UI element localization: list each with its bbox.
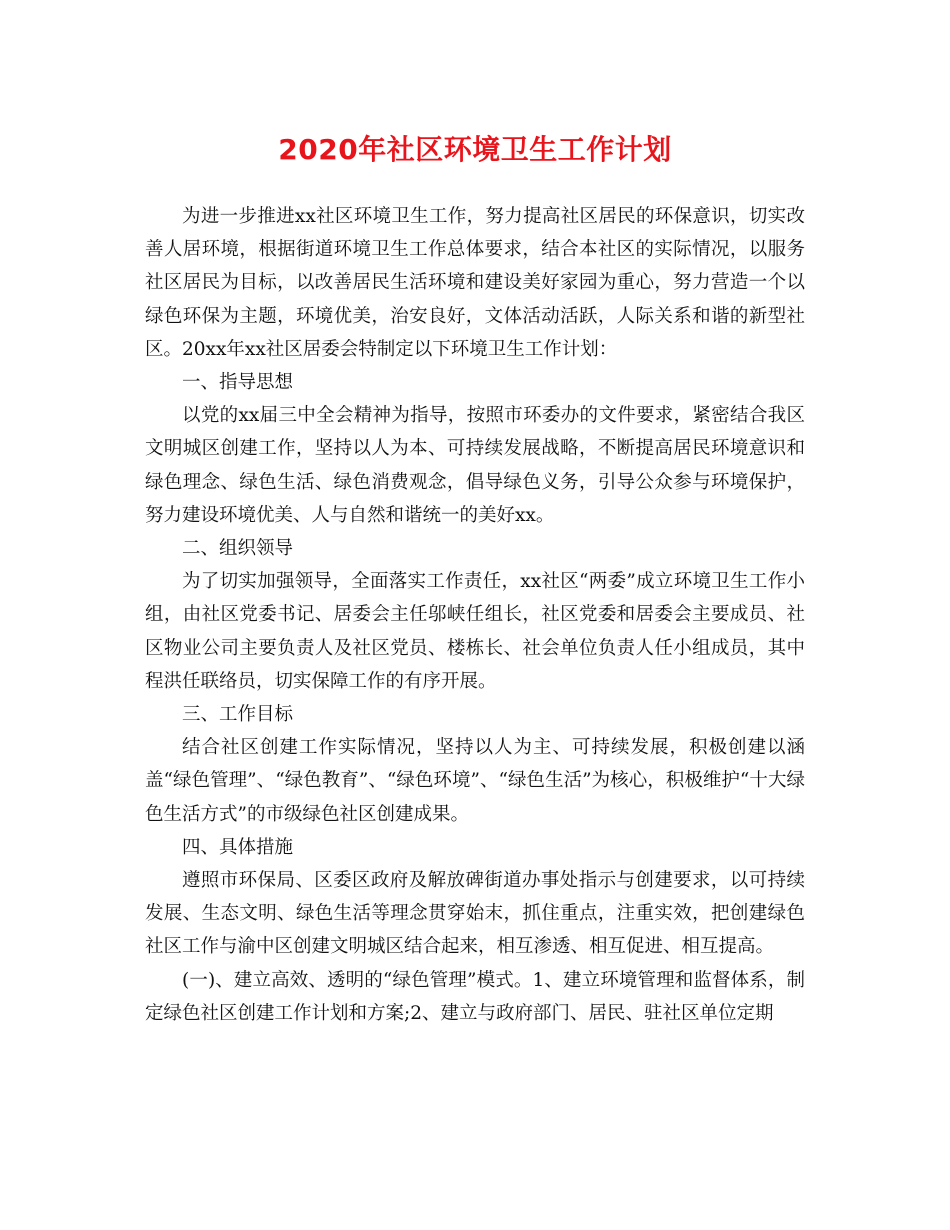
paragraph-intro: 为进一步推进xx社区环境卫生工作，努力提高社区居民的环保意识，切实改善人居环境，根据街道环境卫生工作总体要求，结合本社区的实际情况，以服务社区居民为目标，以改善居民生活环境和建设美好家园为重心，努力营造一个以绿色环保为主题，环境优美，治安良好，文体活动活跃，人际关系和谐的新型社区。20xx年xx社区居委会特制定以下环境卫生工作计划： — [145, 206, 805, 360]
section-heading-measures: 四、具体措施 — [182, 836, 294, 858]
paragraph-measure-1: (一)、建立高效、透明的“绿色管理”模式。1、建立环境管理和监督体系，制定绿色社区创建工作计划和方案;2、建立与政府部门、居民、驻社区单位定期 — [145, 969, 805, 1024]
document-title: 2020年社区环境卫生工作计划 — [278, 133, 672, 166]
paragraph-goals: 结合社区创建工作实际情况，坚持以人为主、可持续发展，积极创建以涵盖“绿色管理”、“绿色教育”、“绿色环境”、“绿色生活”为核心，积极维护“十大绿色生活方式”的市级绿色社区创建成果。 — [145, 737, 805, 825]
document-body — [145, 200, 805, 1030]
section-heading-guiding-thought: 一、指导思想 — [182, 372, 294, 394]
paragraph-leadership: 为了切实加强领导，全面落实工作责任，xx社区“两委”成立环境卫生工作小组，由社区党委书记、居委会主任邬峡任组长，社区党委和居委会主要成员、社区物业公司主要负责人及社区党员、楼栋长、社会单位负责人任小组成员，其中程洪任联络员，切实保障工作的有序开展。 — [145, 571, 805, 692]
paragraph-measures: 遵照市环保局、区委区政府及解放碑街道办事处指示与创建要求，以可持续发展、生态文明、绿色生活等理念贯穿始末，抓住重点，注重实效，把创建绿色社区工作与渝中区创建文明城区结合起来，相互渗透、相互促进、相互提高。 — [145, 870, 805, 958]
section-heading-goals: 三、工作目标 — [182, 704, 294, 726]
paragraph-guiding-thought: 以党的xx届三中全会精神为指导，按照市环委办的文件要求，紧密结合我区文明城区创建工作，坚持以人为本、可持续发展战略，不断提高居民环境意识和绿色理念、绿色生活、绿色消费观念，倡导绿色义务，引导公众参与环境保护，努力建设环境优美、人与自然和谐统一的美好xx。 — [145, 405, 805, 526]
section-heading-leadership: 二、组织领导 — [182, 538, 294, 560]
